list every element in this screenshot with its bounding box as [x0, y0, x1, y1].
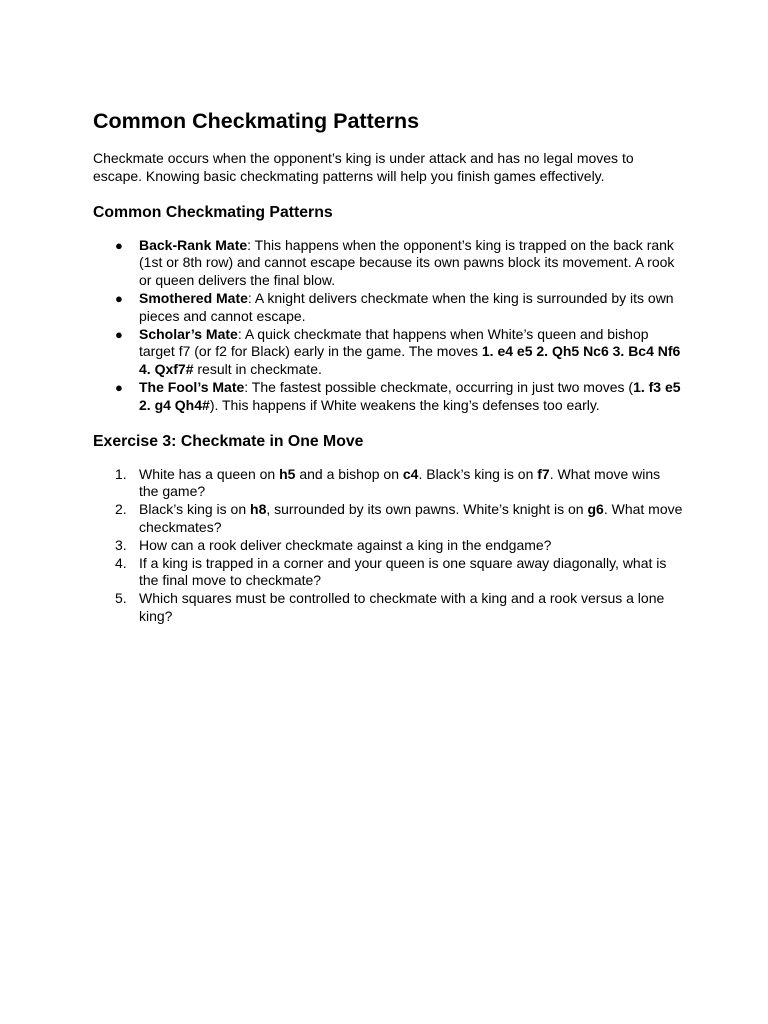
square-label: g6 [587, 501, 604, 518]
exercise-item-1 [93, 466, 683, 502]
exercise-item-3 [93, 537, 683, 555]
document-page [93, 106, 683, 626]
move-sequence: 1. e4 e5 2. Qh5 Nc6 3. Bc4 Nf6 4. Qxf7# [139, 343, 681, 378]
intro-paragraph: Checkmate occurs when the opponent’s king is under attack and has no legal moves to escape. Knowing basic checkmating patterns will help you finish games effectively. [93, 150, 634, 184]
bullet-icon: ● [115, 290, 123, 306]
square-label: h8 [250, 501, 267, 518]
item-number: 1. [115, 465, 127, 482]
list-item-scholars-mate [93, 326, 683, 379]
pattern-description: : This happens when the opponent’s king is trapped on the back rank (1st or 8th row) and cannot escape because its own pawns block its movement. A rook or queen delivers the final blow. [139, 236, 675, 289]
item-number: 4. [115, 554, 127, 571]
list-item-fools-mate [93, 379, 683, 415]
pattern-term: Scholar’s Mate [139, 325, 238, 342]
square-label: f7 [537, 465, 550, 482]
bullet-icon: ● [115, 237, 123, 253]
move-sequence: 1. f3 e5 2. g4 Qh4# [139, 378, 681, 413]
square-label: h5 [279, 465, 296, 482]
exercise-text: How can a rook deliver checkmate against a king in the endgame? [139, 536, 552, 553]
square-label: c4 [402, 465, 419, 482]
pattern-term: Back-Rank Mate [139, 236, 248, 253]
bullet-icon: ● [115, 379, 123, 395]
patterns-list [93, 237, 683, 415]
exercise-text: Black’s king is on [139, 501, 251, 518]
section-heading-patterns: Common Checkmating Patterns [93, 203, 333, 221]
exercise-text: White has a queen on [139, 465, 280, 482]
exercise-list [93, 466, 683, 626]
exercise-item-5 [93, 590, 683, 626]
pattern-description: : A knight delivers checkmate when the king is surrounded by its own pieces and cannot escape. [139, 289, 674, 324]
pattern-term: Smothered Mate [139, 289, 248, 306]
exercise-item-4 [93, 555, 683, 591]
pattern-description-end: ). This happens if White weakens the king’s defenses too early. [209, 396, 600, 413]
bullet-icon: ● [115, 326, 123, 342]
exercise-text: , surrounded by its own pawns. White’s knight is on [266, 501, 588, 518]
exercise-text: . What move checkmates? [139, 501, 683, 535]
pattern-description-end: result in checkmate. [193, 361, 322, 378]
item-number: 2. [115, 501, 127, 518]
item-number: 5. [115, 590, 127, 607]
exercise-item-2 [93, 501, 683, 537]
exercise-text: and a bishop on [295, 465, 403, 482]
list-item-back-rank-mate [93, 237, 683, 290]
item-number: 3. [115, 536, 127, 553]
exercise-text: . Black’s king is on [418, 465, 538, 482]
exercise-text: Which squares must be controlled to checkmate with a king and a rook versus a lone king? [139, 590, 665, 624]
exercise-text: If a king is trapped in a corner and your queen is one square away diagonally, what is the final move to checkmate? [139, 554, 667, 589]
pattern-description: : The fastest possible checkmate, occurring in just two moves ( [244, 378, 634, 395]
pattern-description: : A quick checkmate that happens when White’s queen and bishop target f7 (or f2 for Black) early in the game. The moves [139, 325, 649, 360]
list-item-smothered-mate [93, 290, 683, 326]
exercise-text: . What move wins the game? [139, 465, 661, 500]
pattern-term: The Fool’s Mate [139, 378, 245, 395]
section-heading-exercise: Exercise 3: Checkmate in One Move [93, 432, 364, 450]
page-title: Common Checkmating Patterns [93, 109, 420, 133]
